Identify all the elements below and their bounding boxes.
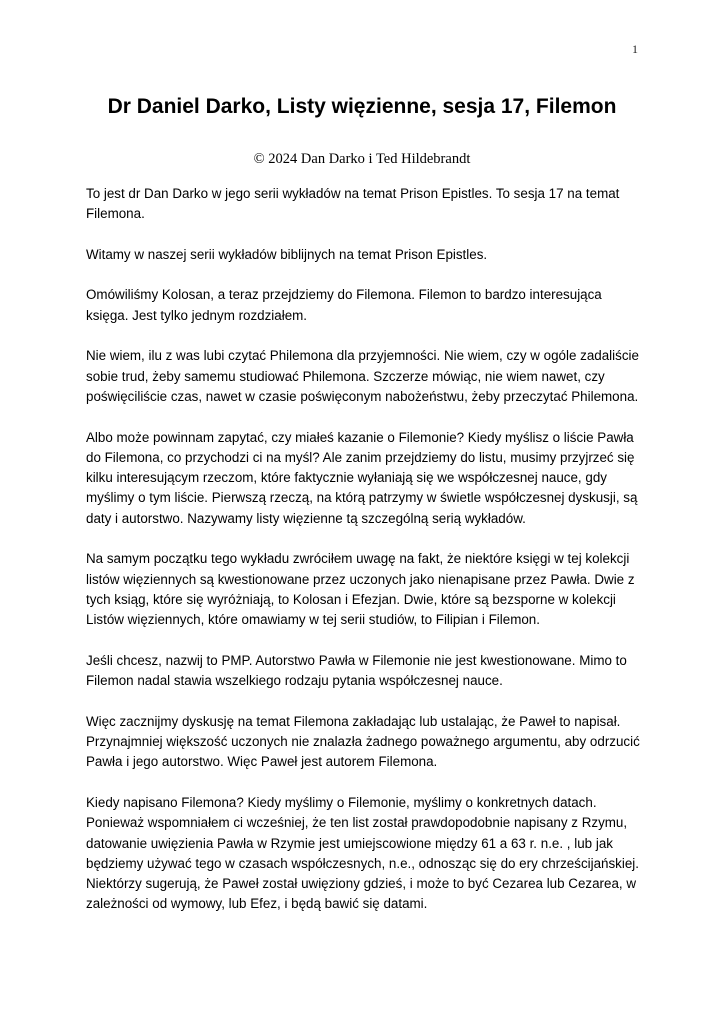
paragraph: Nie wiem, ilu z was lubi czytać Philemona dla przyjemności. Nie wiem, czy w ogóle zadaliście sobie trud, żeby samemu studiować Philemona. Szczerze mówiąc, nie wiem nawet, czy poświęciliście czas, nawet w czasie poświęconym nabożeństwu, żeby przeczytać Philemona. <box>86 348 639 404</box>
paragraph: Więc zacznijmy dyskusję na temat Filemona zakładając lub ustalając, że Paweł to napisał. Przynajmniej większość uczonych nie znalazła żadnego poważnego argumentu, aby odrzucić Pawła i jego autorstwo. Więc Paweł jest autorem Filemona. <box>86 713 640 770</box>
copyright-line: © 2024 Dan Darko i Ted Hildebrandt <box>253 151 471 167</box>
paragraph: Kiedy napisano Filemona? Kiedy myślimy o Filemonie, myślimy o konkretnych datach. Ponieważ wspomniałem ci wcześniej, że ten list został prawdopodobnie napisany z Rzymu, datowanie uwięzienia Pawła w Rzymie jest umiejscowione między 61 a 63 r. n.e. , lub jak będziemy używać tego w czasach współczesnych, n.e., odnosząc się do ery chrześcijańskiej. Niektórzy sugerują, że Paweł został uwięziony gdzieś, i może to być Cezarea lub Cezarea, w zależności od wymowy, lub Efez, i będą bawić się datami. <box>86 794 639 912</box>
page-number: 1 <box>632 42 638 56</box>
paragraph: Jeśli chcesz, nazwij to PMP. Autorstwo Pawła w Filemonie nie jest kwestionowane. Mimo to Filemon nadal stawia wszelkiego rodzaju pytania współczesnej nauce. <box>86 652 627 689</box>
paragraph: To jest dr Dan Darko w jego serii wykładów na temat Prison Epistles. To sesja 17 na temat Filemona. <box>86 186 620 222</box>
document-title: Dr Daniel Darko, Listy więzienne, sesja 17, Filemon <box>107 95 617 118</box>
paragraph: Witamy w naszej serii wykładów biblijnych na temat Prison Epistles. <box>86 246 488 262</box>
document-body <box>86 184 644 935</box>
paragraph: Na samym początku tego wykładu zwróciłem uwagę na fakt, że niektóre księgi w tej kolekcji listów więziennych są kwestionowane przez uczonych jako nienapisane przez Pawła. Dwie z tych ksiąg, które się wyróżniają, to Kolosan i Efezjan. Dwie, które są bezsporne w kolekcji Listów więziennych, które omawiamy w tej serii studiów, to Filipian i Filemon. <box>86 551 635 628</box>
paragraph: Omówiliśmy Kolosan, a teraz przejdziemy do Filemona. Filemon to bardzo interesująca księga. Jest tylko jednym rozdziałem. <box>86 287 602 323</box>
paragraph: Albo może powinnam zapytać, czy miałeś kazanie o Filemonie? Kiedy myślisz o liście Pawła do Filemona, co przychodzi ci na myśl? Ale zanim przejdziemy do listu, musimy przyjrzeć się kilku interesującym rzeczom, które faktycznie wyłaniają się we współczesnej nauce, gdy myślimy o tym liście. Pierwszą rzeczą, na którą patrzymy w świetle współczesnej dyskusji, są daty i autorstwo. Nazywamy listy więzienne tą szczególną serią wykładów. <box>86 429 638 526</box>
